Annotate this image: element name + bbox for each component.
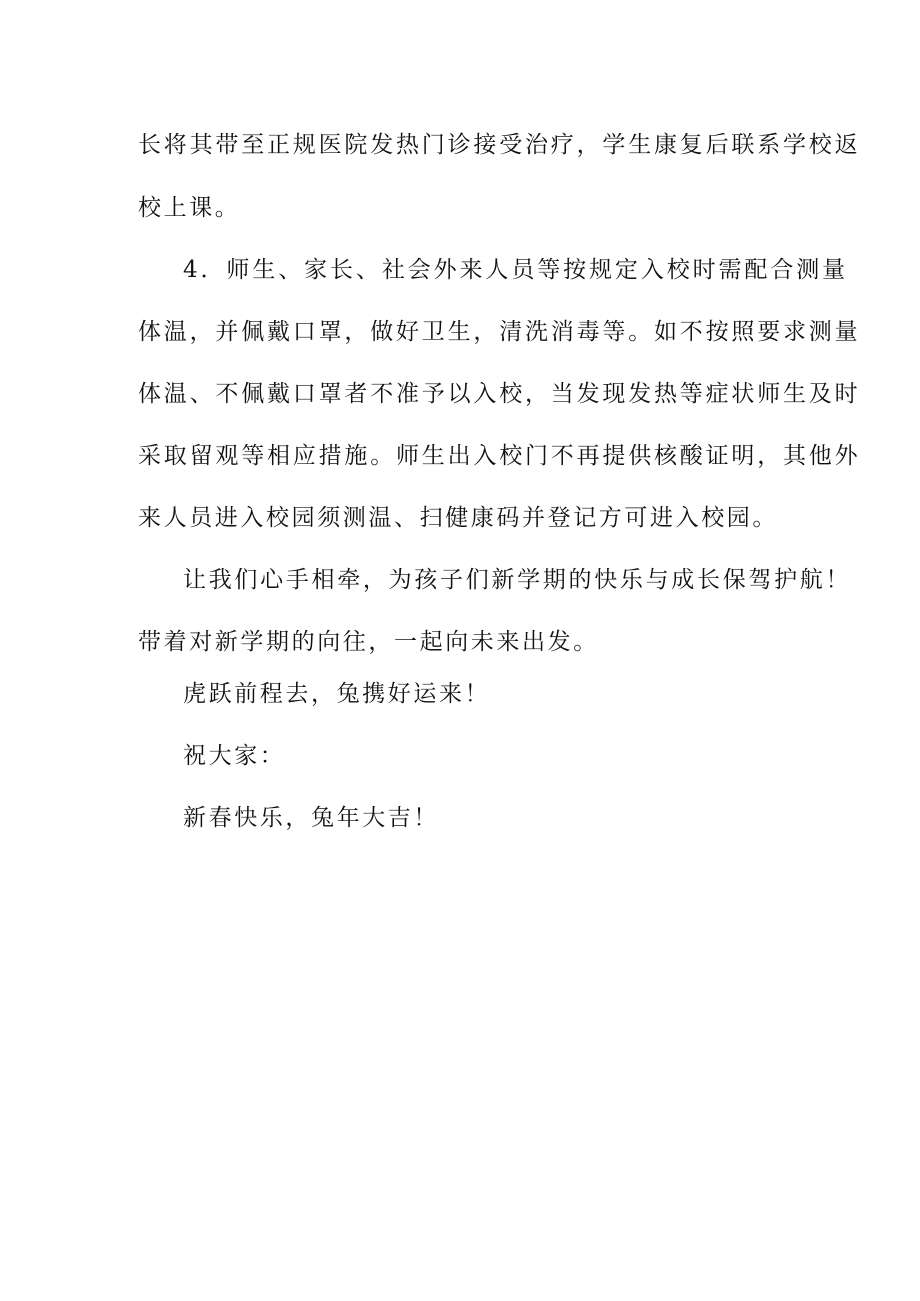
paragraph-line: 体温，并佩戴口罩，做好卫生，清洗消毒等。如不按照要求测量 [138,319,861,345]
paragraph-line: 来人员进入校园须测温、扫健康码并登记方可进入校园。 [138,505,778,531]
paragraph-line: 带着对新学期的向往，一起向未来出发。 [138,629,599,655]
paragraph-line: 校上课。 [138,195,241,221]
paragraph-line: 4．师生、家长、社会外来人员等按规定入校时需配合测量 [183,257,849,283]
paragraph-line: 长将其带至正规医院发热门诊接受治疗，学生康复后联系学校返 [138,132,861,158]
paragraph-line: 体温、不佩戴口罩者不准予以入校，当发现发热等症状师生及时 [138,381,861,407]
wishes-line: 新春快乐，兔年大吉！ [183,805,439,831]
closing-line: 虎跃前程去，兔携好运来！ [183,681,491,707]
paragraph-line: 让我们心手相牵，为孩子们新学期的快乐与成长保驾护航！ [183,567,852,593]
greeting-line: 祝大家： [183,743,286,769]
paragraph-line: 采取留观等相应措施。师生出入校门不再提供核酸证明，其他外 [138,443,861,469]
